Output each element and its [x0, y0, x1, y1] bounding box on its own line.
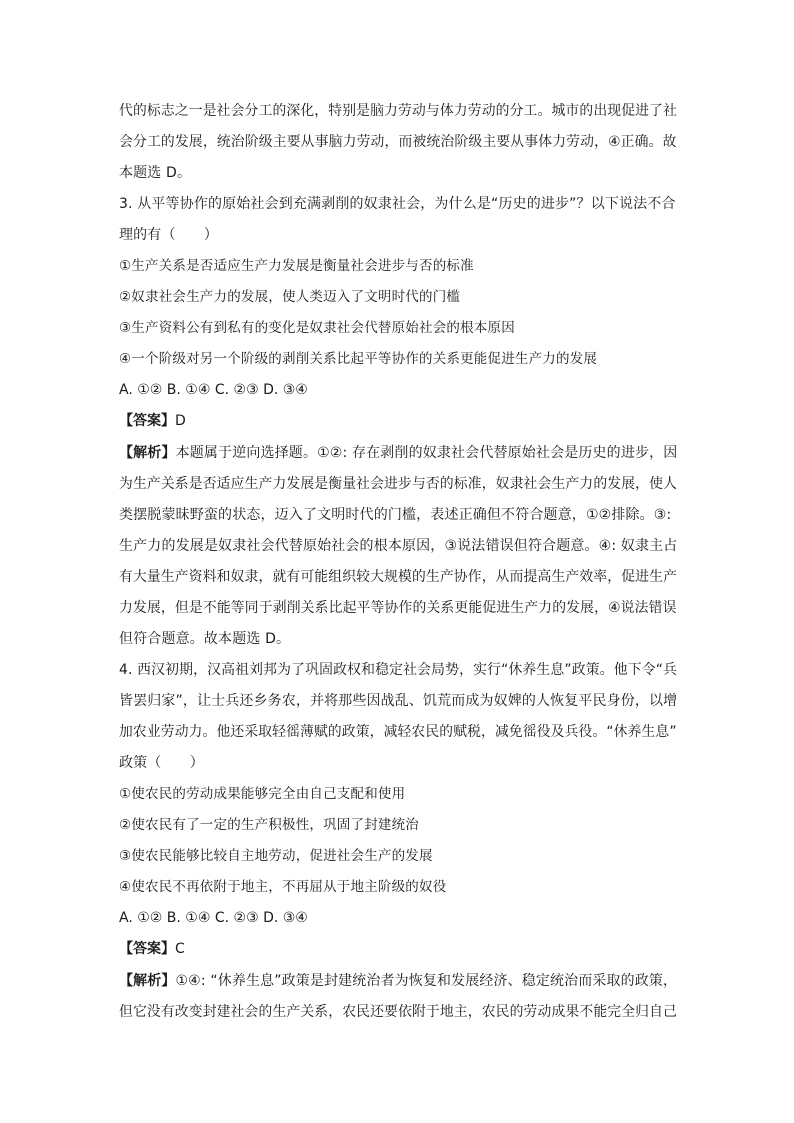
- question-4-choices: A. ①② B. ①④ C. ②③ D. ③④: [119, 910, 308, 926]
- question-4-stem: 政策（ ）: [119, 755, 204, 771]
- question-4-answer: [119, 939, 185, 959]
- text-line: 代的标志之一是社会分工的深化，特别是脑力劳动与体力劳动的分工。城市的出现促进了社: [119, 103, 678, 119]
- answer-label: 【答案】: [119, 413, 175, 429]
- question-3-choices: A. ①② B. ①④ C. ②③ D. ③④: [119, 382, 308, 398]
- text-line: 生产力的发展是奴隶社会代替原始社会的根本原因，③说法错误但符合题意。④: 奴隶主占: [119, 538, 678, 554]
- text-line: 力发展，但是不能等同于剥削关系比起平等协作的关系更能促进生产力的发展，④说法错误: [119, 600, 677, 616]
- text-line: 有大量生产资料和奴隶，就有可能组织较大规模的生产协作，从而提高生产效率，促进生产: [119, 569, 678, 585]
- question-3-answer: [119, 411, 186, 431]
- answer-value: D: [175, 413, 186, 429]
- text-line: 为生产关系是否适应生产力发展是衡量社会进步与否的标准，奴隶社会生产力的发展，使人: [119, 476, 678, 492]
- answer-label: 【答案】: [119, 941, 175, 957]
- text-line: 类摆脱蒙昧野蛮的状态，迈入了文明时代的门槛，表述正确但不符合题意，①②排除。③:: [119, 507, 672, 523]
- question-3-option: ④一个阶级对另一个阶级的剥削关系比起平等协作的关系更能促进生产力的发展: [119, 351, 598, 367]
- question-3-stem: 3. 从平等协作的原始社会到充满剥削的奴隶社会，为什么是“历史的进步”？以下说法不合: [119, 196, 676, 212]
- question-3-analysis: [119, 443, 677, 463]
- question-4-option: ④使农民不再依附于地主，不再屈从于地主阶级的奴役: [119, 879, 447, 895]
- question-4-stem: 皆罢归家”，让士兵还乡务农，并将那些因战乱、饥荒而成为奴婢的人恢复平民身份，以增: [119, 693, 678, 709]
- question-4-option: ①使农民的劳动成果能够完全由自己支配和使用: [119, 786, 406, 802]
- analysis-label: 【解析】: [119, 973, 176, 989]
- text-line: 但它没有改变封建社会的生产关系，农民还要依附于地主，农民的劳动成果不能完全归自己: [119, 1004, 678, 1020]
- question-3-option: ①生产关系是否适应生产力发展是衡量社会进步与否的标准: [119, 258, 474, 274]
- question-4-stem: 4. 西汉初期，汉高祖刘邦为了巩固政权和稳定社会局势，实行“休养生息”政策。他下令“兵: [119, 662, 678, 678]
- answer-value: C: [175, 941, 185, 957]
- text-line: 会分工的发展，统治阶级主要从事脑力劳动，而被统治阶级主要从事体力劳动，④正确。故: [119, 134, 677, 150]
- question-4-option: ③使农民能够比较自主地劳动，促进社会生产的发展: [119, 848, 433, 864]
- question-3-option: ③生产资料公有到私有的变化是奴隶社会代替原始社会的根本原因: [119, 320, 515, 336]
- text-line: 本题选 D。: [119, 165, 192, 181]
- analysis-label: 【解析】: [119, 445, 176, 461]
- question-4-analysis: [119, 971, 677, 991]
- analysis-text: 本题属于逆向选择题。①②: 存在剥削的奴隶社会代替原始社会是历史的进步，因: [175, 445, 678, 461]
- question-4-stem: 加农业劳动力。他还采取轻徭薄赋的政策，减轻农民的赋税，减免徭役及兵役。“休养生息”: [119, 724, 677, 740]
- question-3-stem: 理的有（ ）: [119, 227, 219, 243]
- analysis-text: ①④: “休养生息”政策是封建统治者为恢复和发展经济、稳定统治而采取的政策，: [175, 973, 678, 989]
- question-3-option: ②奴隶社会生产力的发展，使人类迈入了文明时代的门槛: [119, 289, 461, 305]
- text-line: 但符合题意。故本题选 D。: [119, 631, 291, 647]
- question-4-option: ②使农民有了一定的生产积极性，巩固了封建统治: [119, 817, 420, 833]
